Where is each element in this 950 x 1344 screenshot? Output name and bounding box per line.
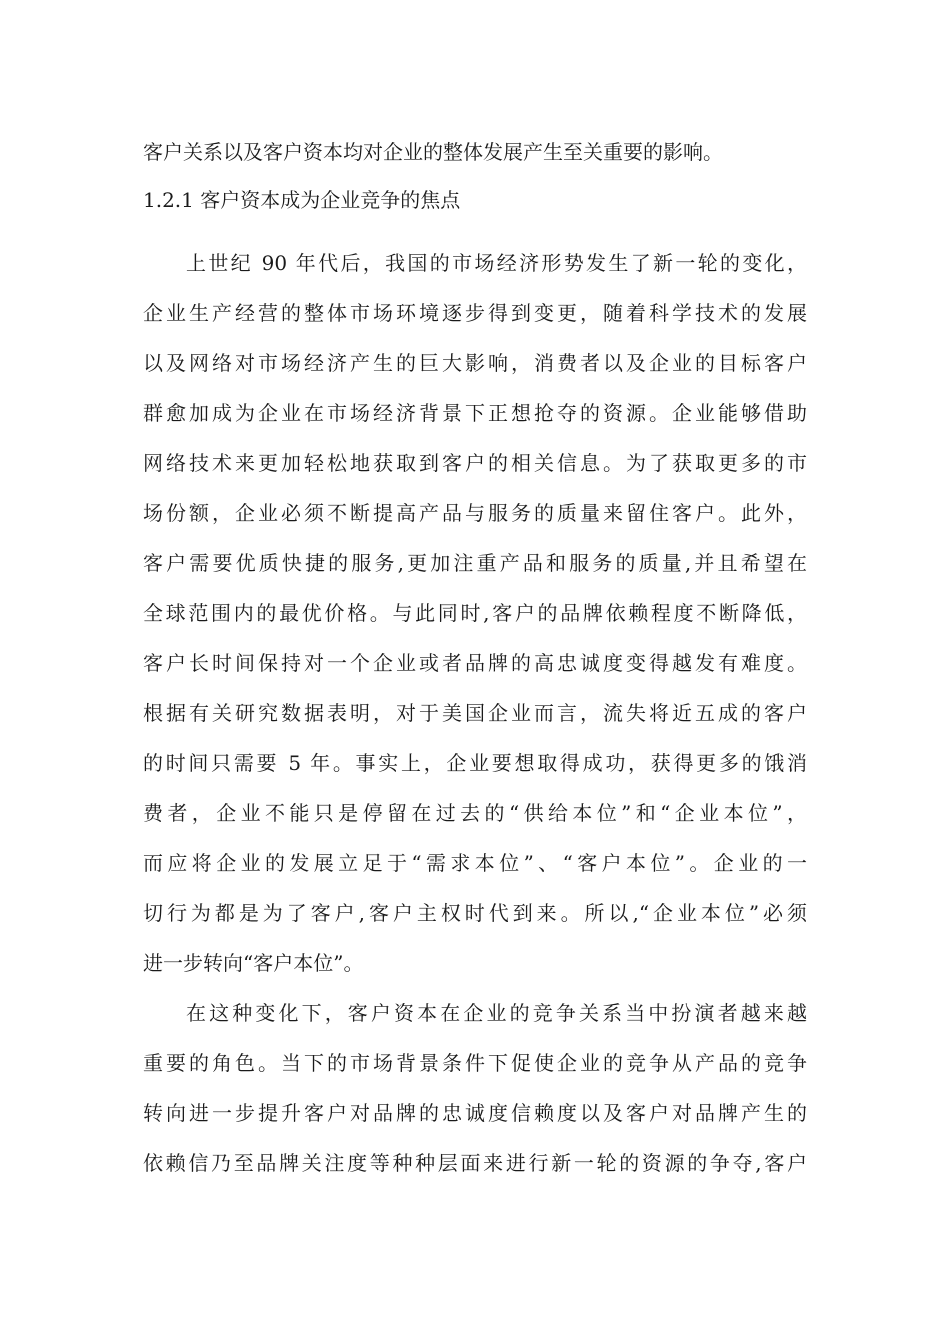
intro-line: 客户关系以及客户资本均对企业的整体发展产生至关重要的影响。 [143, 140, 723, 164]
paragraph2-line: 重要的角色。当下的市场背景条件下促使企业的竞争从产品的竞争 [143, 1051, 807, 1075]
section-heading: 1.2.1 客户资本成为企业竞争的焦点 [143, 188, 461, 212]
paragraph1-line: 费者，企业不能只是停留在过去的“供给本位”和“企业本位”， [143, 801, 807, 825]
paragraph2-line: 在这种变化下，客户资本在企业的竞争关系当中扮演者越来越 [186, 1001, 807, 1025]
paragraph1-line: 场份额，企业必须不断提高产品与服务的质量来留住客户。此外， [143, 501, 807, 525]
paragraph1-line: 的时间只需要 5 年。事实上，企业要想取得成功，获得更多的饿消 [143, 751, 807, 775]
paragraph2-line: 转向进一步提升客户对品牌的忠诚度信赖度以及客户对品牌产生的 [143, 1101, 807, 1125]
paragraph1-line: 上世纪 90 年代后，我国的市场经济形势发生了新一轮的变化， [186, 251, 807, 275]
paragraph1-line: 客户长时间保持对一个企业或者品牌的高忠诚度变得越发有难度。 [143, 651, 807, 675]
paragraph1-line: 以及网络对市场经济产生的巨大影响，消费者以及企业的目标客户 [143, 351, 807, 375]
paragraph1-line: 切行为都是为了客户,客户主权时代到来。所以,“企业本位”必须 [143, 901, 807, 925]
paragraph1-line: 而应将企业的发展立足于“需求本位”、“客户本位”。企业的一 [143, 851, 807, 875]
paragraph2-line: 依赖信乃至品牌关注度等种种层面来进行新一轮的资源的争夺,客户 [143, 1151, 807, 1175]
paragraph1-line: 进一步转向“客户本位”。 [143, 951, 364, 975]
paragraph1-line: 客户需要优质快捷的服务,更加注重产品和服务的质量,并且希望在 [143, 551, 807, 575]
paragraph1-line: 网络技术来更加轻松地获取到客户的相关信息。为了获取更多的市 [143, 451, 807, 475]
paragraph1-line: 企业生产经营的整体市场环境逐步得到变更，随着科学技术的发展 [143, 301, 807, 325]
paragraph1-line: 全球范围内的最优价格。与此同时,客户的品牌依赖程度不断降低， [143, 601, 807, 625]
paragraph1-line: 群愈加成为企业在市场经济背景下正想抢夺的资源。企业能够借助 [143, 401, 807, 425]
paragraph1-line: 根据有关研究数据表明，对于美国企业而言，流失将近五成的客户 [143, 701, 807, 725]
